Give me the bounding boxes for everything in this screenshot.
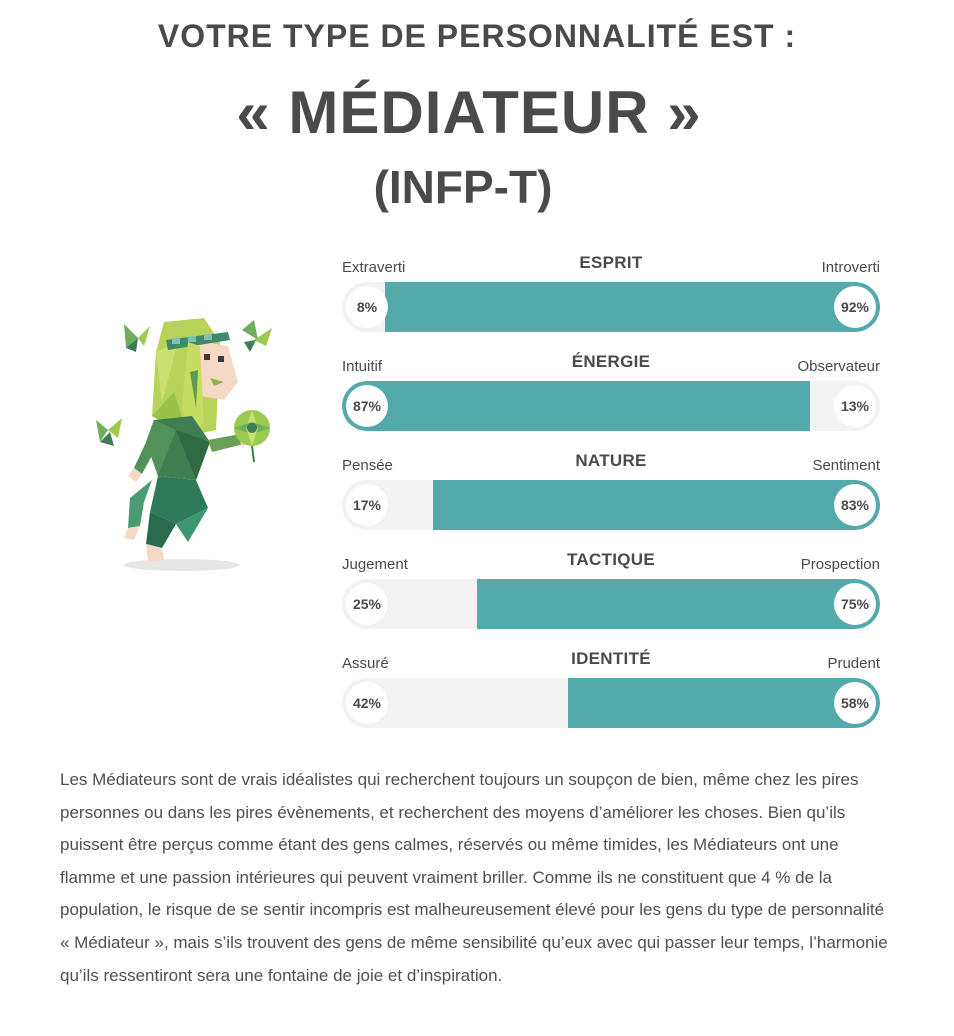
trait-left-percent: 25% [346,583,388,625]
trait-right-label: Prospection [800,556,880,573]
trait-name: TACTIQUE [566,550,656,569]
trait-right-label: Prudent [827,655,880,672]
trait-left-percent: 87% [346,385,388,427]
trait-bar [342,282,880,332]
trait-left-percent: 17% [346,484,388,526]
trait-bar [342,579,880,629]
personality-type-name: « MÉDIATEUR » [236,79,702,146]
trait-bar-fill [433,480,880,530]
trait-tactique [342,547,880,646]
trait-left-label: Pensée [342,457,393,474]
trait-bar-fill [477,579,881,629]
trait-bar-fill [342,381,810,431]
trait-nature [342,448,880,547]
type-description: Les Médiateurs sont de vrais idéalistes qui recherchent toujours un soupçon de bien, même chez les pires personnes ou dans les pires évènements, et recherchent des moyens d’améliorer les choses. Bien qu’ils puissent être perçus comme étant des gens calmes, réservés ou même timides, les Médiateurs ont une flamme et une passion intérieures qui peuvent vraiment briller. Comme ils ne constituent que 4 % de la population, le risque de se sentir incompris est malheureusement élevé pour les gens du type de personnalité « Médiateur », mais s’ils trouvent des gens de même sensibilité qu’eux avec qui passer leur temps, l’harmonie qu’ils ressentiront sera une fontaine de joie et d’inspiration. [60,770,888,985]
trait-left-percent: 42% [346,682,388,724]
trait-right-percent: 13% [834,385,876,427]
trait-name: NATURE [575,451,647,470]
flower-icon [234,410,270,462]
trait-right-percent: 83% [834,484,876,526]
intro-heading: VOTRE TYPE DE PERSONNALITÉ EST : [157,18,797,54]
trait-left-label: Intuitif [342,358,383,375]
trait-scales [342,250,880,745]
trait-left-percent: 8% [346,286,388,328]
butterfly-icon [96,418,122,446]
trait-name: ESPRIT [579,253,643,272]
trait-bar-fill [385,282,880,332]
trait-name: IDENTITÉ [571,649,651,668]
trait-bar [342,480,880,530]
trait-right-label: Introverti [821,259,880,276]
trait-esprit [342,250,880,349]
trait-left-label: Assuré [342,655,389,672]
mediator-character-illustration [92,312,282,577]
trait-right-label: Observateur [797,358,880,375]
trait-left-label: Extraverti [342,259,406,276]
trait-name: ÉNERGIE [571,352,651,371]
trait-bar [342,381,880,431]
trait-right-percent: 58% [834,682,876,724]
trait-left-label: Jugement [342,556,408,573]
trait-right-percent: 92% [834,286,876,328]
trait-right-percent: 75% [834,583,876,625]
trait-energie [342,349,880,448]
trait-right-label: Sentiment [812,457,880,474]
trait-bar [342,678,880,728]
butterfly-icon [124,324,150,352]
butterfly-icon [242,320,272,352]
personality-type-code: (INFP-T) [373,161,553,213]
trait-identite [342,646,880,745]
